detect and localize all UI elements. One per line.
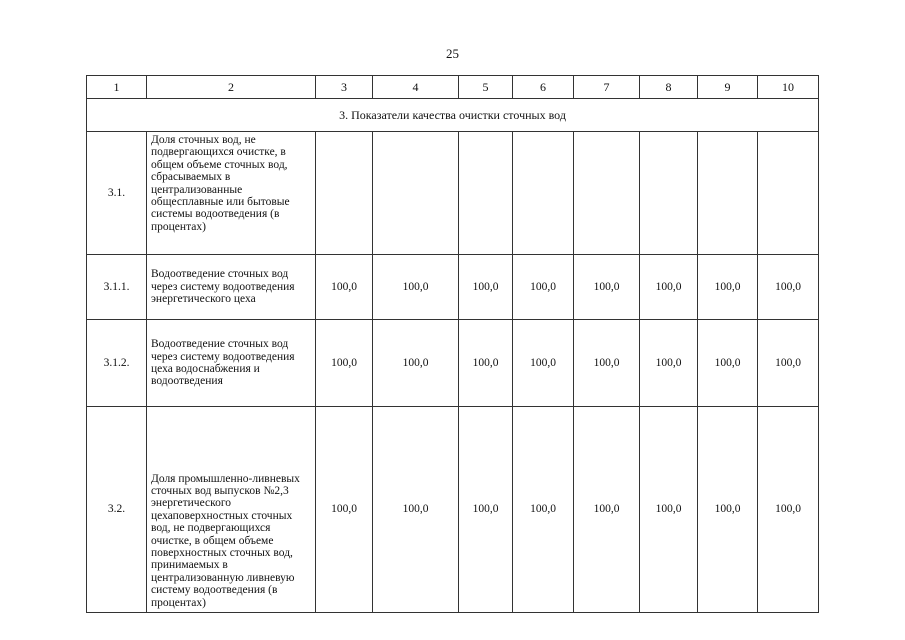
row-value (316, 132, 373, 255)
table-row (87, 320, 819, 407)
row-description: Доля сточных вод, не подвергающихся очистке, в общем объеме сточных вод, сбрасываемых в централизованные общесплавные или бытовые системы водоотведения (в процентах) (147, 132, 316, 255)
row-value: 100,0 (459, 320, 513, 407)
section-title (87, 99, 819, 132)
row-value: 100,0 (459, 407, 513, 613)
row-description: Водоотведение сточных вод через систему водоотведения энергетического цеха (147, 255, 316, 320)
indicators-table (86, 75, 819, 613)
section-title-row (87, 99, 819, 132)
row-value: 100,0 (574, 255, 640, 320)
row-value: 100,0 (758, 407, 819, 613)
row-value: 100,0 (640, 320, 698, 407)
row-value: 100,0 (640, 407, 698, 613)
row-value: 100,0 (373, 407, 459, 613)
row-value: 100,0 (758, 255, 819, 320)
row-number: 3.2. (87, 407, 147, 613)
column-number: 4 (373, 76, 459, 99)
row-value (758, 132, 819, 255)
row-value (574, 132, 640, 255)
section-title-text: 3. Показатели качества очистки сточных вод (339, 107, 566, 122)
row-value (513, 132, 574, 255)
row-value: 100,0 (373, 255, 459, 320)
row-value: 100,0 (640, 255, 698, 320)
column-number: 8 (640, 76, 698, 99)
row-value: 100,0 (698, 255, 758, 320)
table-row (87, 132, 819, 255)
column-number: 5 (459, 76, 513, 99)
column-number: 2 (147, 76, 316, 99)
row-value: 100,0 (373, 320, 459, 407)
table-row (87, 407, 819, 613)
row-value: 100,0 (513, 407, 574, 613)
row-number: 3.1.2. (87, 320, 147, 407)
column-number: 10 (758, 76, 819, 99)
column-number: 6 (513, 76, 574, 99)
row-value: 100,0 (698, 407, 758, 613)
row-value: 100,0 (758, 320, 819, 407)
row-value: 100,0 (316, 407, 373, 613)
row-value: 100,0 (698, 320, 758, 407)
row-value: 100,0 (459, 255, 513, 320)
column-number-row (87, 76, 819, 99)
row-description: Доля промышленно-ливневых сточных вод выпусков №2,3 энергетического цехаповерхностных сточных вод, не подвергающихся очистке, в общем объеме поверхностных сточных вод, принимаемых в централизованную ливневую систему водоотведения (в процентах) (147, 407, 316, 613)
page-number: 25 (446, 46, 459, 61)
row-value: 100,0 (316, 255, 373, 320)
column-number: 1 (87, 76, 147, 99)
row-value: 100,0 (513, 320, 574, 407)
table-row (87, 255, 819, 320)
row-value: 100,0 (574, 320, 640, 407)
row-number: 3.1. (87, 132, 147, 255)
row-number: 3.1.1. (87, 255, 147, 320)
row-value (698, 132, 758, 255)
row-description: Водоотведение сточных вод через систему водоотведения цеха водоснабжения и водоотведения (147, 320, 316, 407)
row-value: 100,0 (513, 255, 574, 320)
row-value: 100,0 (316, 320, 373, 407)
row-value (373, 132, 459, 255)
column-number: 7 (574, 76, 640, 99)
row-value (640, 132, 698, 255)
column-number: 3 (316, 76, 373, 99)
row-value: 100,0 (574, 407, 640, 613)
column-number: 9 (698, 76, 758, 99)
row-value (459, 132, 513, 255)
